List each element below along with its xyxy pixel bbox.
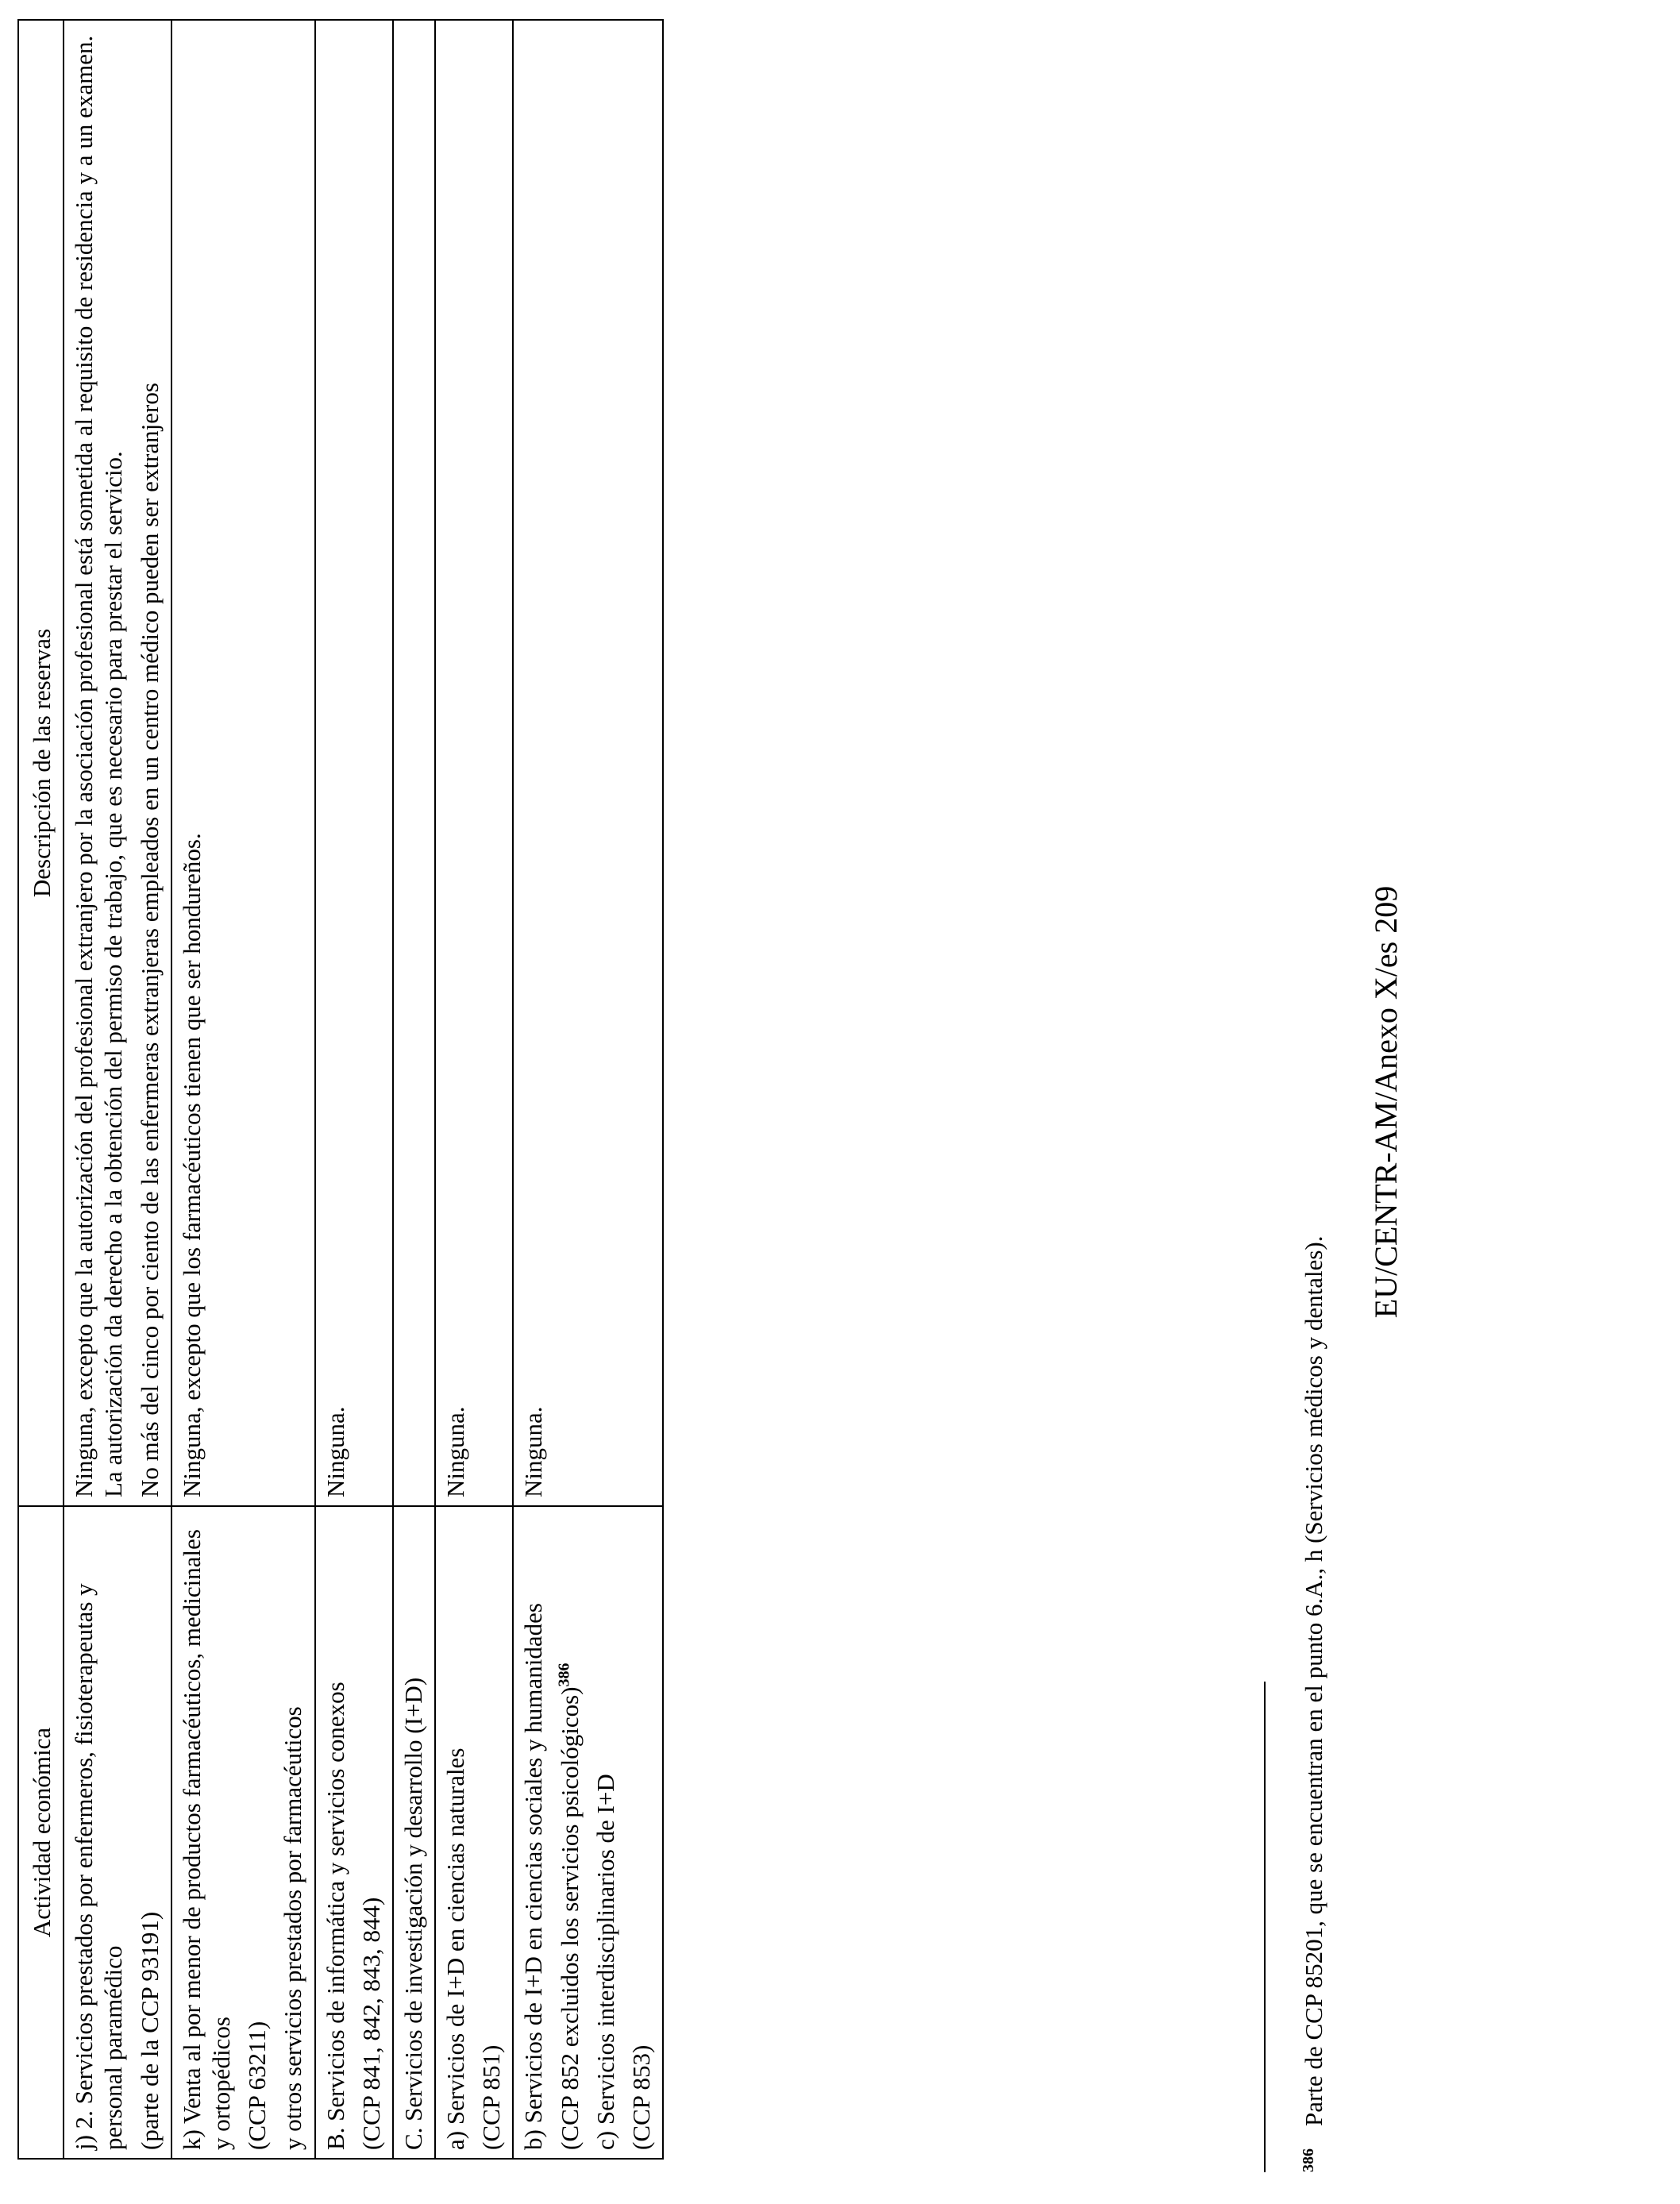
activity-cell (435, 1506, 513, 2159)
description-paragraph: Ninguna, excepto que la autorización del profesional extranjero por la asociación profesional está sometida al requisito de residencia y a un examen. La autorización da derecho a la obtención del permiso de trabajo, que es necesario para prestar el servicio. (70, 35, 128, 1497)
activity-line: j) 2. Servicios prestados por enfermeros, fisioterapeutas y personal paramédico (70, 1583, 128, 2150)
description-cell (64, 20, 171, 1506)
footnote (1299, 1236, 1328, 2172)
description-cell-empty (393, 20, 435, 1506)
activity-line: B. Servicios de informática y servicios conexos (321, 1682, 349, 2150)
activity-cell (393, 1506, 435, 2159)
footnote-number: 386 (1300, 2148, 1317, 2172)
page-footer: EU/CENTR-AM/Anexo X/es 209 (1368, 885, 1404, 1319)
activity-line: C. Servicios de investigación y desarrollo (I+D) (399, 1677, 427, 2150)
description-cell (435, 20, 513, 1506)
activity-line: (parte de la CCP 93191) (135, 1911, 164, 2150)
activity-line: (CCP 853) (627, 2044, 655, 2150)
reservations-table (17, 19, 664, 2160)
table-row (435, 20, 513, 2159)
footnote-divider (1264, 1682, 1266, 2172)
activity-cell (513, 1506, 663, 2159)
activity-line: (CCP 841, 842, 843, 844) (356, 1897, 385, 2150)
footnote-reference[interactable]: 386 (555, 1663, 573, 1687)
table-row (315, 20, 393, 2159)
description-cell (315, 20, 393, 1506)
description-cell (513, 20, 663, 1506)
activity-line: a) Servicios de I+D en ciencias naturales (441, 1747, 470, 2150)
description-cell (171, 20, 315, 1506)
activity-line: (CCP 851) (477, 2044, 506, 2150)
table-row (64, 20, 171, 2159)
description-paragraph: Ninguna. (321, 1406, 349, 1497)
table-header-row (18, 20, 64, 2159)
header-actividad: Actividad económica (18, 1506, 64, 2159)
description-paragraph: Ninguna, excepto que los farmacéuticos tienen que ser hondureños. (177, 833, 206, 1497)
activity-line: y otros servicios prestados por farmacéuticos (279, 1706, 307, 2150)
table-row (393, 20, 435, 2159)
header-descripcion: Descripción de las reservas (18, 20, 64, 1506)
table-row (171, 20, 315, 2159)
activity-line: (CCP 63211) (243, 2021, 272, 2150)
table-row (513, 20, 663, 2159)
activity-cell (171, 1506, 315, 2159)
description-paragraph: No más del cinco por ciento de las enfermeras extranjeras empleados en un centro médico pueden ser extranjeros (135, 383, 164, 1497)
activity-line (555, 1515, 584, 2150)
footnote-text: Parte de CCP 85201, que se encuentran en el punto 6.A., h (Servicios médicos y dentales). (1300, 1235, 1327, 2126)
description-paragraph: Ninguna. (441, 1406, 470, 1497)
activity-line: k) Venta al por menor de productos farmacéuticos, medicinales y ortopédicos (177, 1529, 235, 2150)
activity-cell (315, 1506, 393, 2159)
activity-cell (64, 1506, 171, 2159)
description-paragraph: Ninguna. (519, 1406, 548, 1497)
activity-line-text: (CCP 852 excluidos los servicios psicológicos) (555, 1686, 584, 2150)
activity-line: c) Servicios interdisciplinarios de I+D (591, 1774, 619, 2150)
activity-line: b) Servicios de I+D en ciencias sociales y humanidades (519, 1603, 548, 2150)
